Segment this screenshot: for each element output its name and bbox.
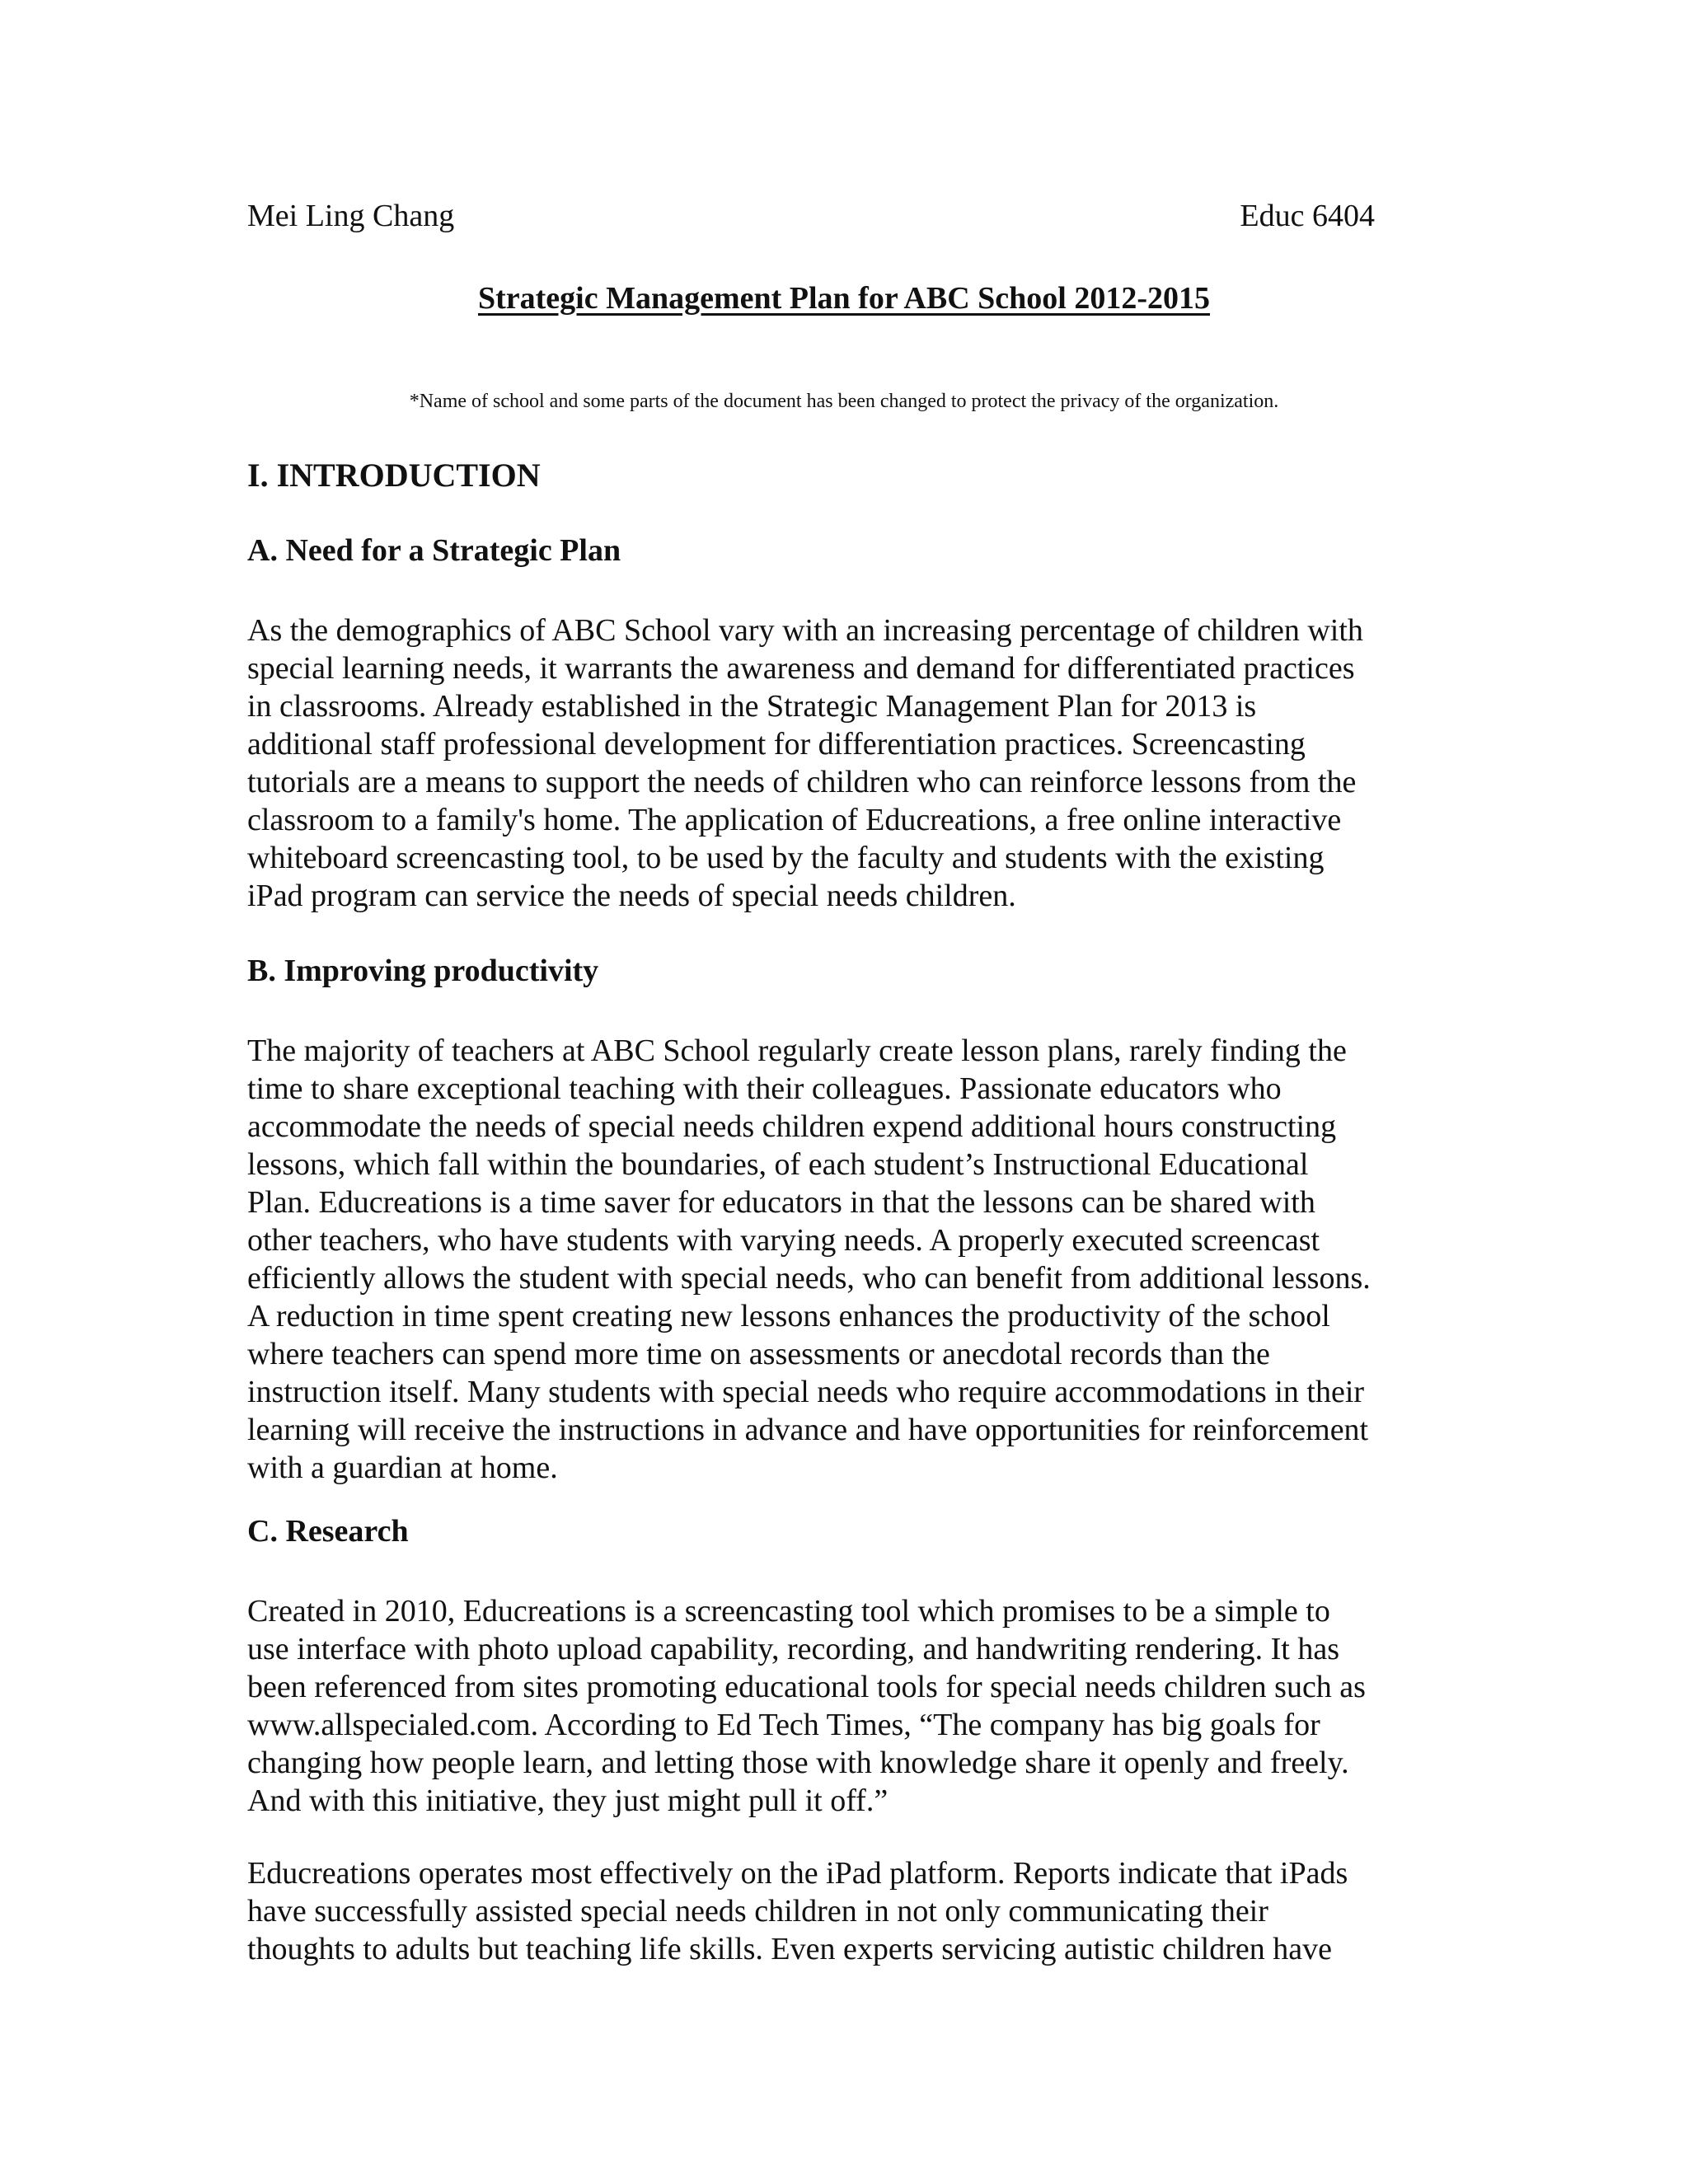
paragraph-line: whiteboard screencasting tool, to be used by the faculty and students with the existing xyxy=(247,841,1325,875)
paragraph-research-1 xyxy=(247,1592,1451,1820)
paragraph-line: thoughts to adults but teaching life skills. Even experts servicing autistic children have xyxy=(247,1932,1332,1966)
document-title: Strategic Management Plan for ABC School 2012-2015 xyxy=(478,281,1210,316)
paragraph-line: with a guardian at home. xyxy=(247,1451,558,1485)
paragraph-line: As the demographics of ABC School vary with an increasing percentage of children with xyxy=(247,613,1363,648)
paragraph-line: changing how people learn, and letting those with knowledge share it openly and freely. xyxy=(247,1746,1349,1780)
paragraph-line: been referenced from sites promoting educational tools for special needs children such as xyxy=(247,1670,1366,1704)
subsection-heading-research: C. Research xyxy=(247,1514,409,1549)
paragraph-line: time to share exceptional teaching with their colleagues. Passionate educators who xyxy=(247,1071,1282,1106)
paragraph-line: lessons, which fall within the boundaries, of each student’s Instructional Educational xyxy=(247,1147,1309,1182)
paragraph-line: use interface with photo upload capability, recording, and handwriting rendering. It has xyxy=(247,1632,1340,1666)
author-name: Mei Ling Chang xyxy=(247,199,455,233)
paragraph-line: where teachers can spend more time on assessments or anecdotal records than the xyxy=(247,1337,1270,1371)
paragraph-line: A reduction in time spent creating new lessons enhances the productivity of the school xyxy=(247,1299,1330,1333)
privacy-note: *Name of school and some parts of the document has been changed to protect the privacy of the organization. xyxy=(409,391,1279,412)
paragraph-line: Educreations operates most effectively on the iPad platform. Reports indicate that iPads xyxy=(247,1856,1348,1891)
subsection-heading-productivity: B. Improving productivity xyxy=(247,954,599,988)
paragraph-productivity xyxy=(247,1032,1451,1487)
paragraph-line: other teachers, who have students with varying needs. A properly executed screencast xyxy=(247,1223,1320,1258)
paragraph-line: tutorials are a means to support the needs of children who can reinforce lessons from the xyxy=(247,765,1357,799)
paragraph-line: special learning needs, it warrants the awareness and demand for differentiated practices xyxy=(247,651,1355,686)
paragraph-line: iPad program can service the needs of special needs children. xyxy=(247,879,1016,913)
paragraph-line: learning will receive the instructions in advance and have opportunities for reinforcement xyxy=(247,1413,1369,1447)
paragraph-line: instruction itself. Many students with special needs who require accommodations in their xyxy=(247,1375,1365,1409)
subsection-heading-need: A. Need for a Strategic Plan xyxy=(247,533,621,568)
section-heading-introduction: I. INTRODUCTION xyxy=(247,457,541,494)
course-code: Educ 6404 xyxy=(1240,199,1375,233)
paragraph-line: in classrooms. Already established in the Strategic Management Plan for 2013 is xyxy=(247,689,1257,724)
paragraph-line: classroom to a family's home. The application of Educreations, a free online interactive xyxy=(247,803,1342,837)
paragraph-line: Plan. Educreations is a time saver for educators in that the lessons can be shared with xyxy=(247,1185,1315,1220)
paragraph-line: And with this initiative, they just might pull it off.” xyxy=(247,1783,889,1818)
paragraph-line: Created in 2010, Educreations is a screencasting tool which promises to be a simple to xyxy=(247,1594,1330,1629)
header-row xyxy=(247,196,1375,236)
paragraph-line: efficiently allows the student with special needs, who can benefit from additional lessons. xyxy=(247,1261,1371,1296)
paragraph-line: www.allspecialed.com. According to Ed Tech Times, “The company has big goals for xyxy=(247,1708,1320,1742)
paragraph-research-2 xyxy=(247,1854,1451,1968)
paragraph-line: accommodate the needs of special needs children expend additional hours constructing xyxy=(247,1109,1337,1144)
paragraph-line: The majority of teachers at ABC School regularly create lesson plans, rarely finding the xyxy=(247,1033,1347,1068)
paragraph-line: have successfully assisted special needs children in not only communicating their xyxy=(247,1894,1268,1929)
paragraph-need xyxy=(247,612,1451,915)
paragraph-line: additional staff professional development for differentiation practices. Screencasting xyxy=(247,727,1306,762)
